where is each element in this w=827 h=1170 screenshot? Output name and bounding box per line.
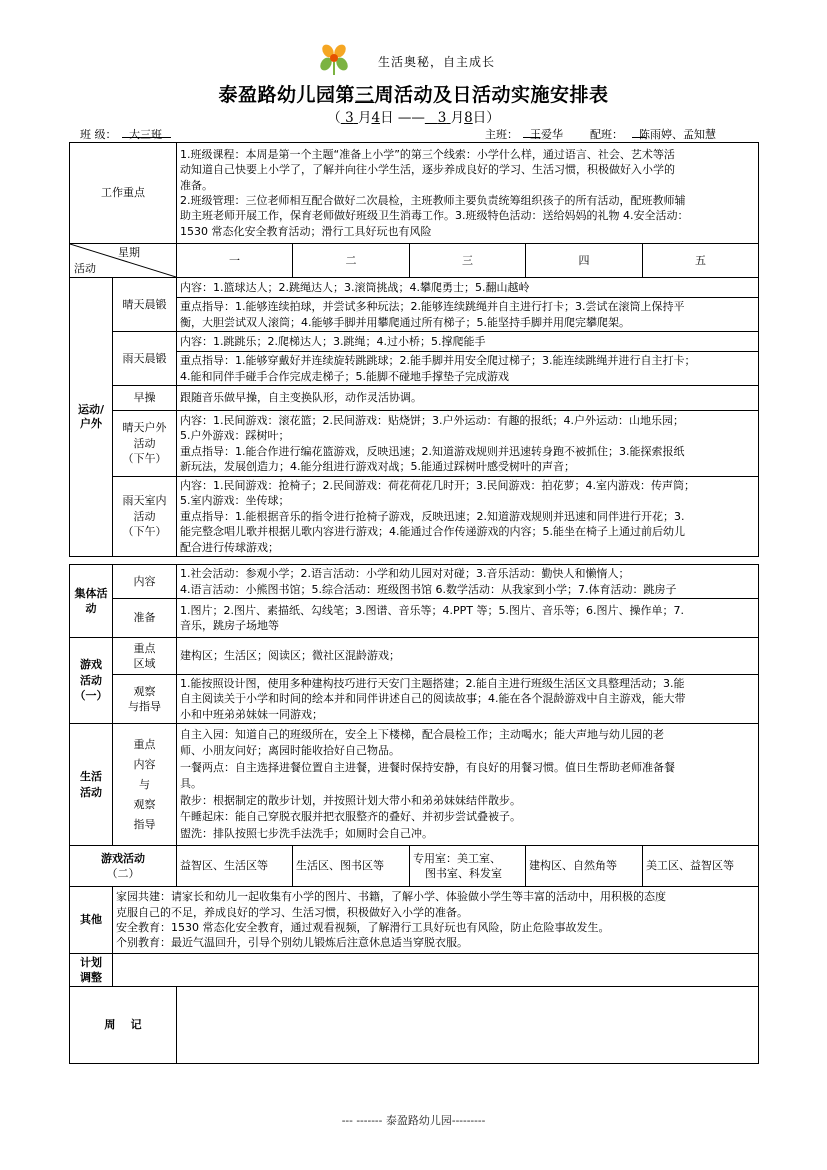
morning-exercise-label: 早操 — [113, 386, 177, 411]
life-activity-content: 自主入园：知道自己的班级所在，安全上下楼梯，配合晨检工作；主动喝水；能大声地与幼儿园的老 师、小朋友问好；离园时能收拾好自己物品。 一餐两点：自主选择进餐位置自主进餐，进餐时保持安静，有良好的用餐习惯。值日生帮助老师准备餐 具。 散步：根据制定的散步计划，并按照计划大带小和弟弟妹妹结伴散步。 午睡起床：能自己穿脱衣服并把衣服整齐的叠好、并初步尝试叠被子。 盥洗：排队按照七步洗手法洗手；如厕时会自己冲。 — [177, 724, 759, 846]
rainy-afternoon-label: 雨天室内 活动 （下午） — [113, 477, 177, 557]
rainy-morning-label: 雨天晨锻 — [113, 332, 177, 386]
schedule-table-lower — [69, 564, 759, 1064]
work-focus-label: 工作重点 — [70, 143, 177, 244]
work-focus-content: 1.班级课程：本周是第一个主题“准备上小学”的第三个线索：小学什么样，通过语言、社会、艺术等活 动知道自己快要上小学了，了解并向往小学生活，逐步养成良好的学习、生活习惯，积极做好入小学的 准备。 2.班级管理：三位老师相互配合做好二次晨检，主班教师主要负责统筹组织孩子的所有活动，配班教师辅 助主班老师开展工作，保育老师做好班级卫生消毒工作。3.班级特色活动：送给妈妈的礼物 4.安全活动： 1530 常态化安全教育活动；滑行工具好玩也有风险 — [177, 143, 759, 244]
head-teacher-value: 王爱华 — [530, 128, 563, 141]
day-header-fri: 五 — [643, 244, 759, 278]
game2-mon: 益智区、生活区等 — [177, 846, 293, 887]
rainy-afternoon-content: 内容：1.民间游戏：抢椅子；2.民间游戏：荷花荷花几时开；3.民间游戏：拍花萝；4.室内游戏：传声筒； 5.室内游戏：坐传球； 重点指导：1.能根据音乐的指令进行抢椅子游戏，反映迅速；2.知道游戏规则并迅速和同伴进行开花；3. 能完整念唱儿歌并根据儿歌内容进行游戏；4.能通过合作传递游戏的内容；5.能坐在椅子上通过前后幼儿 配合进行传球游戏； — [177, 477, 759, 557]
game1-area-label: 重点 区域 — [113, 638, 177, 675]
game1-area-value: 建构区；生活区；阅读区；微社区混龄游戏； — [177, 638, 759, 675]
activity-label: 活动 — [74, 261, 96, 275]
group-content-label: 内容 — [113, 565, 177, 599]
game2-wed: 专用室：美工室、 图书室、科发室 — [410, 846, 526, 887]
head-teacher-label: 主班： — [485, 128, 518, 141]
date-range: （ 3 月4日 —— 3 月8日） — [327, 110, 500, 126]
group-activity-label: 集体活动 — [70, 565, 113, 638]
day-header-tue: 二 — [293, 244, 410, 278]
game2-fri: 美工区、益智区等 — [643, 846, 759, 887]
class-info — [0, 126, 827, 142]
day-header-wed: 三 — [410, 244, 526, 278]
morning-exercise-content: 跟随音乐做早操，自主变换队形，动作灵活协调。 — [177, 386, 759, 411]
group-prep-label: 准备 — [113, 599, 177, 638]
group-prep-content: 1.图片；2.图片、素描纸、勾线笔；3.图谱、音乐等；4.PPT 等；5.图片、音乐等；6.图片、操作单；7. 音乐，跳房子场地等 — [177, 599, 759, 638]
weekly-note-label: 周 记 — [70, 987, 177, 1064]
plan-adjust-content — [113, 954, 759, 987]
day-header-mon: 一 — [177, 244, 293, 278]
class-value: 大三班 — [129, 128, 162, 141]
game1-label: 游戏 活动 （一） — [70, 638, 113, 724]
class-label: 班 级： — [80, 128, 117, 141]
other-label: 其他 — [70, 887, 113, 954]
assistant-label: 配班： — [590, 128, 623, 141]
game2-tue: 生活区、图书区等 — [293, 846, 410, 887]
life-focus-label: 重点 内容 与 观察 指导 — [113, 724, 177, 846]
sunny-morning-label: 晴天晨锻 — [113, 278, 177, 332]
kindergarten-logo-icon — [318, 42, 350, 76]
footer: --- ------- 泰盈路幼儿园--------- — [341, 1114, 486, 1127]
sunny-morning-guide: 重点指导：1.能够连续拍球，并尝试多种玩法；2.能够连续跳绳并自主进行打卡；3.尝试在滚筒上保持平 衡，大胆尝试双人滚筒；4.能够手脚并用攀爬通过所有梯子；5.能坚持手脚并用爬完攀爬架。 — [177, 298, 759, 332]
rainy-morning-guide: 重点指导：1.能够穿戴好并连续旋转跳跳球；2.能手脚并用安全爬过梯子；3.能连续跳绳并进行自主打卡； 4.能和同伴手碰手合作完成走梯子；5.能脚不碰地手撑垫子完成游戏 — [177, 352, 759, 386]
week-label: 星期 — [118, 246, 140, 259]
sunny-morning-content: 内容：1.篮球达人；2.跳绳达人；3.滚筒挑战；4.攀爬勇士；5.翻山越岭 — [177, 278, 759, 298]
page-title: 泰盈路幼儿园第三周活动及日活动实施安排表 — [218, 84, 609, 106]
group-content: 1.社会活动：参观小学；2.语言活动：小学和幼儿园对对碰；3.音乐活动：勤快人和懒惰人； 4.语言活动：小熊图书馆；5.综合活动：班级图书馆 6.数学活动：从我家到小学；7.体育活动：跳房子 — [177, 565, 759, 599]
weekly-note-content — [177, 987, 759, 1064]
sunny-afternoon-label: 晴天户外 活动 （下午） — [113, 411, 177, 477]
life-activity-label: 生活 活动 — [70, 724, 113, 846]
game2-label: 游戏活动 （二） — [70, 846, 177, 887]
assistant-value: 陈雨婷、孟知慧 — [639, 128, 716, 141]
week-number: 三 — [354, 84, 375, 106]
rainy-morning-content: 内容：1.跳跳乐；2.爬梯达人；3.跳绳；4.过小桥；5.撑爬能手 — [177, 332, 759, 352]
outdoor-group-label: 运动/户外 — [70, 278, 113, 557]
game1-observe-label: 观察 与指导 — [113, 675, 177, 724]
other-content: 家园共建：请家长和幼儿一起收集有小学的图片、书籍，了解小学、体验做小学生等丰富的活动中，用积极的态度 克服自己的不足，养成良好的学习、生活习惯，积极做好入小学的准备。 安全教育：1530 常态化安全教育，通过观看视频，了解滑行工具好玩也有风险，防止危险事故发生。 个别教育：最近气温回升，引导个别幼儿锻炼后注意休息适当穿脱衣服。 — [113, 887, 759, 954]
game2-thu: 建构区、自然角等 — [526, 846, 643, 887]
game1-observe-content: 1.能按照设计图，使用多种建构技巧进行天安门主题搭建；2.能自主进行班级生活区文具整理活动；3.能 自主阅读关于小学和时间的绘本并和同伴讲述自己的阅读故事；4.能在各个混龄游戏中自主游戏，能大带 小和中班弟弟妹妹一同游戏； — [177, 675, 759, 724]
schedule-table — [69, 142, 759, 557]
plan-adjust-label: 计划 调整 — [70, 954, 113, 987]
slogan: 生活奥秘，自主成长 — [378, 55, 496, 69]
sunny-afternoon-content: 内容：1.民间游戏：滚花篮；2.民间游戏：贴烧饼；3.户外运动：有趣的报纸；4.户外运动：山地乐园； 5.户外游戏：踩树叶； 重点指导：1.能合作进行编花篮游戏，反映迅速；2.知道游戏规则并迅速转身跑不被抓住；3.能探索报纸 新玩法，发展创造力；4.能分组进行游戏对战；5.能通过踩树叶感受树叶的声音； — [177, 411, 759, 477]
day-header-thu: 四 — [526, 244, 643, 278]
week-activity-header — [70, 244, 177, 278]
